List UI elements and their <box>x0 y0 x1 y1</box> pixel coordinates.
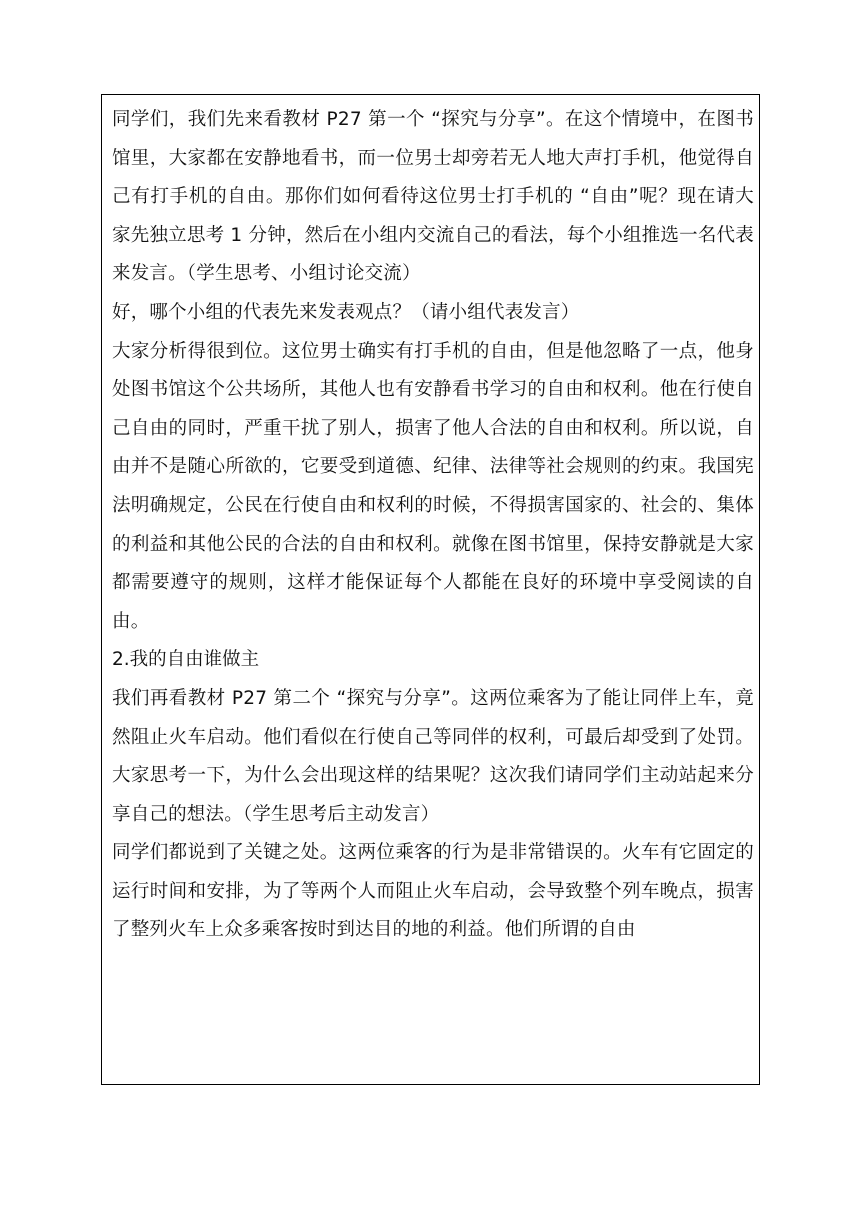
paragraph-intro-textbook-case: 同学们，我们先来看教材 P27 第一个 “探究与分享”。在这个情境中，在图书馆里，大家都在安静地看书，而一位男士却旁若无人地大声打手机，他觉得自己有打手机的自由。那你们如何看待这位男士打手机的 “自由”呢？现在请大家先独立思考 1 分钟，然后在小组内交流自己的看法，每个小组推选一名代表来发言。（学生思考、小组讨论交流） <box>112 109 754 285</box>
cell-content <box>112 101 754 950</box>
paragraph-group-speaker: 好，哪个小组的代表先来发表观点？（请小组代表发言） <box>112 301 580 323</box>
table-cell <box>101 94 760 1085</box>
paragraph-analysis-freedom-limits: 大家分析得很到位。这位男士确实有打手机的自由，但是他忽略了一点，他身处图书馆这个公共场所，其他人也有安静看书学习的自由和权利。他在行使自己自由的同时，严重干扰了别人，损害了他人合法的自由和权利。所以说，自由并不是随心所欲的，它要受到道德、纪律、法律等社会规则的约束。我国宪法明确规定，公民在行使自由和权利的时候，不得损害国家的、社会的、集体的利益和其他公民的合法的自由和权利。就像在图书馆里，保持安静就是大家都需要遵守的规则，这样才能保证每个人都能在良好的环境中享受阅读的自由。 <box>112 340 754 632</box>
paragraph-train-case: 我们再看教材 P27 第二个 “探究与分享”。这两位乘客为了能让同伴上车，竟然阻止火车启动。他们看似在行使自己等同伴的权利，可最后却受到了处罚。大家思考一下，为什么会出现这样的结果呢？这次我们请同学们主动站起来分享自己的想法。（学生思考后主动发言） <box>112 687 754 825</box>
paragraph-train-analysis: 同学们都说到了关键之处。这两位乘客的行为是非常错误的。火车有它固定的运行时间和安排，为了等两个人而阻止火车启动，会导致整个列车晚点，损害了整列火车上众多乘客按时到达目的地的利益。他们所谓的自由 <box>112 842 754 941</box>
section-heading-my-freedom: 2.我的自由谁做主 <box>112 649 260 671</box>
